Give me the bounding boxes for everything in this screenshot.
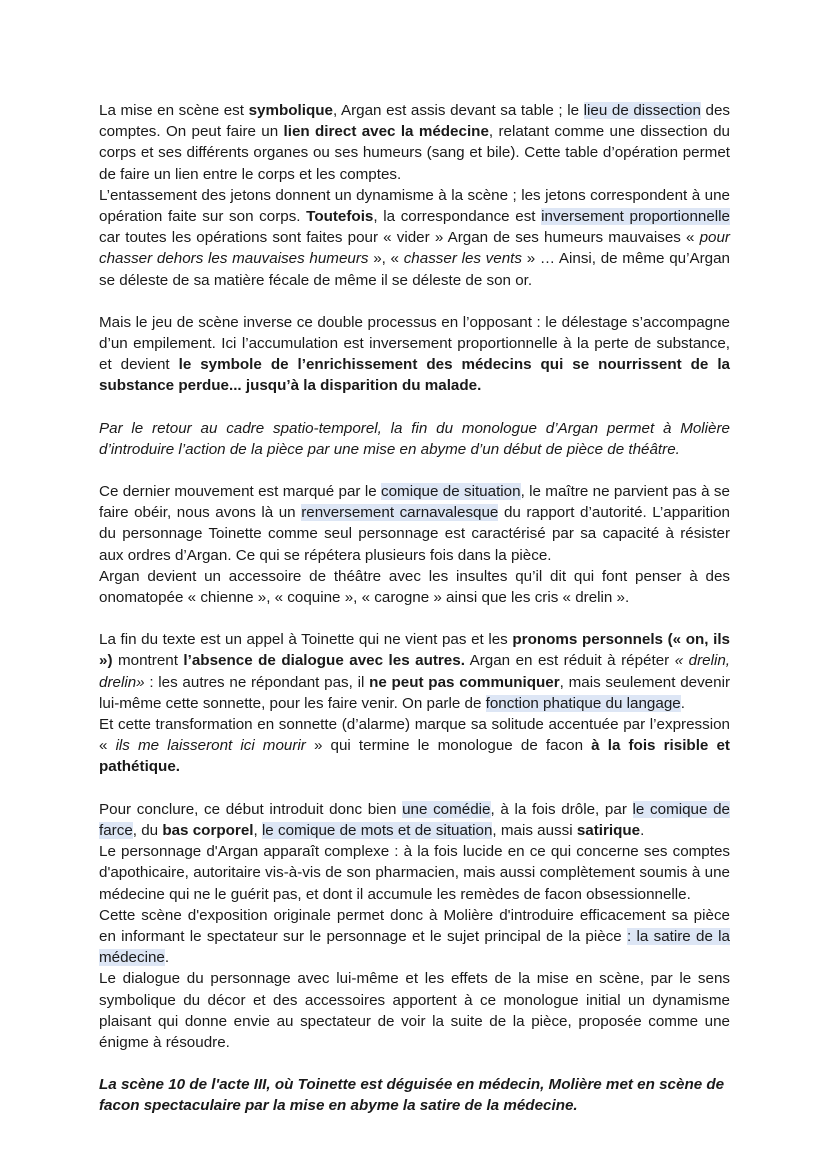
text-run: , le maître ne parvient pas à se faire obéir, nous avons là un [99, 483, 730, 522]
bold-phrase: ne peut pas communiquer [369, 673, 560, 691]
highlighted-phrase: le comique de mots et de situation [261, 821, 493, 839]
bold-phrase: lien direct avec la médecine [283, 123, 489, 141]
text-run: Le personnage d'Argan apparaît complexe : à la fois lucide en ce qui concerne ses comptes d'apothicaire, autoritaire vis-à-vis de son pharmacien, mais aussi complètement soumis à une médecine qui ne le guérit pas, et dont il accumule les remèdes de facon obsessionnelle. [99, 843, 730, 903]
paragraph-ouverture [99, 1074, 730, 1116]
text-run: , Argan est assis devant sa table ; le [332, 102, 584, 119]
text-run: La mise en scène est [99, 102, 249, 119]
text-run: », « [368, 250, 404, 268]
bold-phrase: le symbole de l’enrichissement des médecins qui se nourrissent de la substance perdue... jusqu’à la disparition du malade. [99, 356, 730, 395]
highlighted-phrase: renversement carnavalesque [301, 504, 499, 522]
highlighted-phrase: le comique de farce [99, 800, 730, 839]
highlighted-phrase: lieu de dissection [583, 102, 701, 119]
bold-phrase: pronoms personnels (« on, ils ») [99, 631, 730, 670]
bold-phrase: Toutefois [306, 208, 374, 226]
text-run: L’entassement des jetons donnent un dynamisme à la scène ; les jetons correspondent à une opération faite sur son corps. [99, 186, 730, 226]
paragraph-mise-en-scene [99, 100, 730, 291]
text-run: , mais seulement devenir lui-même cette sonnette, pour les faire venir. On parle de [99, 673, 731, 712]
text-run: » qui termine le monologue de facon [305, 737, 592, 755]
text-run: , [253, 821, 262, 839]
text-run: , du [132, 821, 163, 839]
highlighted-phrase: fonction phatique du langage [485, 694, 681, 712]
bold-phrase: La scène 10 de l'acte III, où Toinette est déguisée en médecin, Molière met en scène de facon spectaculaire par la mise en abyme la satire de la médecine. [99, 1076, 725, 1115]
text-run: : les autres ne répondant pas, il [144, 673, 370, 691]
highlighted-phrase: : la satire de la médecine [99, 927, 730, 967]
paragraph-conclusion [99, 799, 730, 1053]
bold-phrase: symbolique [248, 102, 333, 119]
italic-phrase: chasser les vents [403, 250, 522, 268]
text-run: Pour conclure, ce début introduit donc bien [99, 800, 403, 818]
text-run: Cette scène d'exposition originale permet donc à Molière d'introduire efficacement sa pièce en informant le spectateur sur le personnage et le sujet principal de la pièce [99, 906, 730, 945]
text-run: , à la fois drôle, par [490, 800, 633, 818]
bold-phrase: à la fois risible et pathétique. [99, 737, 730, 776]
highlighted-phrase: comique de situation [381, 483, 521, 501]
italic-phrase: ils me laisseront ici mourir [115, 737, 306, 755]
text-run: Et cette transformation en sonnette (d’alarme) marque sa solitude accentuée par l’expression « [99, 716, 730, 755]
text-run: Le dialogue du personnage avec lui-même et les effets de la mise en scène, par le sens symbolique du décor et des accessoires apportent à ce monologue initial un dynamisme plaisant qui donne envie au spectateur de voir la suite de la pièce, proposée comme une énigme à résoudre. [99, 970, 730, 1051]
highlighted-phrase: une comédie [402, 800, 491, 818]
text-run: , relatant comme une dissection du corps et ses différents organes ou ses humeurs (sang et bile). Cette table d’opération permet de faire un lien entre le corps et les comptes. [99, 123, 730, 183]
paragraph-dernier-mouvement [99, 481, 730, 608]
italic-phrase: « drelin, drelin» [99, 652, 730, 691]
paragraph-cadre-spatio-temporel [99, 418, 730, 460]
text-run: , mais aussi [492, 821, 577, 839]
text-run: Argan en est réduit à répéter [464, 652, 675, 670]
text-run: car toutes les opérations sont faites pour « vider » Argan de ses humeurs mauvaises « [99, 229, 700, 247]
text-run: . [640, 821, 645, 839]
paragraph-jeu-de-scene [99, 312, 730, 397]
italic-phrase: Par le retour au cadre spatio-temporel, la fin du monologue d’Argan permet à Molière d’introduire l’action de la pièce par une mise en abyme d’un début de pièce de théâtre. [99, 419, 730, 458]
bold-phrase: satirique [576, 821, 641, 839]
text-run: La fin du texte est un appel à Toinette qui ne vient pas et les [99, 631, 513, 649]
text-run: du rapport d’autorité. L’apparition du personnage Toinette comme seul personnage est caractérisé par sa capacité à résister aux ordres d’Argan. Ce qui se répétera plusieurs fois dans la pièce. [99, 504, 730, 564]
text-run: Mais le jeu de scène inverse ce double processus en l’opposant : le délestage s’accompagne d’un empilement. Ici l’accumulation est inversement proportionnelle à la perte de substance, et devient [99, 313, 730, 374]
highlighted-phrase: inversement proportionnelle [541, 208, 730, 226]
text-run: montrent [112, 652, 184, 670]
text-run: » … Ainsi, de même qu’Argan se déleste de sa matière fécale de même il se déleste de son or. [99, 250, 730, 289]
text-run: Ce dernier mouvement est marqué par le [99, 483, 381, 501]
text-run: des comptes. On peut faire un [99, 102, 730, 141]
paragraph-fin-du-texte [99, 629, 730, 777]
italic-phrase: pour chasser dehors les mauvaises humeurs [99, 229, 730, 268]
bold-phrase: bas corporel [162, 821, 254, 839]
text-run: , la correspondance est [373, 208, 542, 226]
text-run: . [164, 949, 170, 967]
bold-phrase: l’absence de dialogue avec les autres. [183, 652, 465, 670]
text-run: . [680, 694, 685, 712]
text-run: Argan devient un accessoire de théâtre avec les insultes qu’il dit qui font penser à des onomatopée « chienne », « coquine », « carogne » ainsi que les cris « drelin ». [99, 567, 730, 607]
